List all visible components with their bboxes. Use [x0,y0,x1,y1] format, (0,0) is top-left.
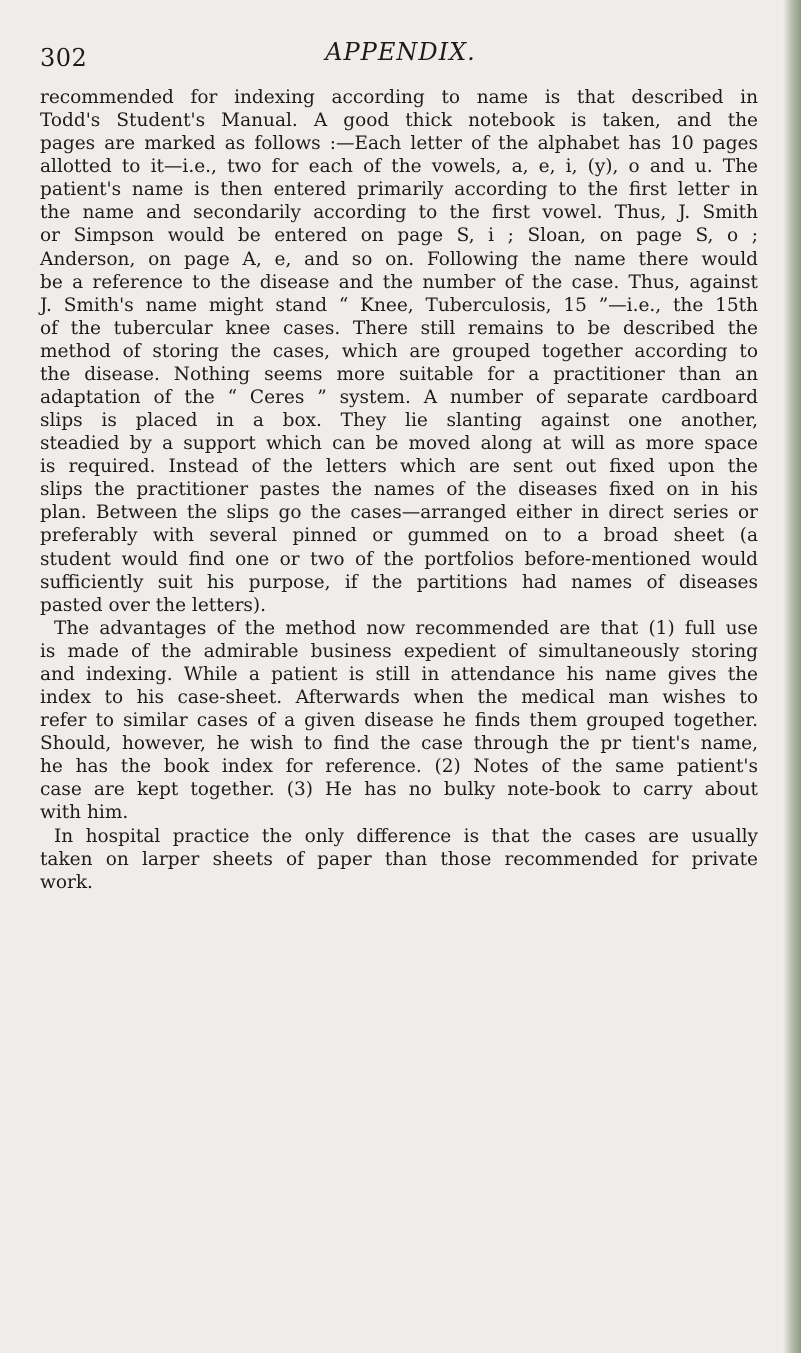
text-line: Todd's Student's Manual. A good thick notebook is taken, and the [40,110,758,132]
text-line: is made of the admirable business expedient of simultaneously storing [40,640,758,662]
text-line: method of storing the cases, which are grouped together according to [40,340,758,362]
body-text [40,86,758,894]
text-line: patient's name is then entered primarily according to the first letter in [40,179,758,201]
text-line: steadied by a support which can be moved along at will as more space [40,433,758,455]
text-line: pasted over the letters). [40,594,267,616]
text-line: The advantages of the method now recommended are that (1) full use [54,617,758,639]
page-edge-shadow [783,0,801,1353]
text-line: adaptation of the “ Ceres ” system. A number of separate cardboard [40,387,758,409]
text-line: is required. Instead of the letters which are sent out fixed upon the [40,456,758,478]
running-title: APPENDIX. [325,38,476,66]
text-line: be a reference to the disease and the number of the case. Thus, against [40,271,758,293]
text-line: recommended for indexing according to name is that described in [40,87,758,108]
text-line: slips the practitioner pastes the names of the diseases fixed on in his [40,479,758,501]
text-line: Anderson, on page A, e, and so on. Following the name there would [40,248,758,270]
text-line: or Simpson would be entered on page S, i ; Sloan, on page S, o ; [40,225,758,247]
text-line: index to his case-sheet. Afterwards when the medical man wishes to [40,687,758,709]
text-line: plan. Between the slips go the cases—arranged either in direct series or [40,502,758,524]
text-line: he has the book index for reference. (2) Notes of the same patient's [40,756,758,778]
text-line: slips is placed in a box. They lie slanting against one another, [40,410,758,432]
text-line: case are kept together. (3) He has no bulky note-book to carry about [40,779,758,801]
text-line: with him. [40,802,129,824]
text-line: work. [40,871,93,893]
text-line: and indexing. While a patient is still in attendance his name gives the [40,663,758,685]
text-line: of the tubercular knee cases. There still remains to be described the [40,317,758,339]
text-line: refer to similar cases of a given disease he finds them grouped together. [40,710,758,732]
text-line: sufficiently suit his purpose, if the partitions had names of diseases [40,571,758,593]
text-line: In hospital practice the only difference is that the cases are usually [54,825,758,847]
text-line: preferably with several pinned or gummed on to a broad sheet (a [40,525,758,547]
text-line: student would find one or two of the portfolios before-mentioned would [40,548,758,570]
text-line: J. Smith's name might stand “ Knee, Tuberculosis, 15 ”—i.e., the 15th [40,294,758,316]
text-line: the name and secondarily according to the first vowel. Thus, J. Smith [40,202,758,224]
text-line: pages are marked as follows :—Each letter of the alphabet has 10 pages [40,133,758,155]
text-line: the disease. Nothing seems more suitable for a practitioner than an [40,363,758,385]
text-line: taken on larper sheets of paper than those recommended for private [40,848,758,870]
page-number: 302 [40,44,88,72]
text-line: allotted to it—i.e., two for each of the vowels, a, e, i, (y), o and u. The [40,156,758,178]
text-line: Should, however, he wish to find the case through the pr tient's name, [40,733,758,755]
